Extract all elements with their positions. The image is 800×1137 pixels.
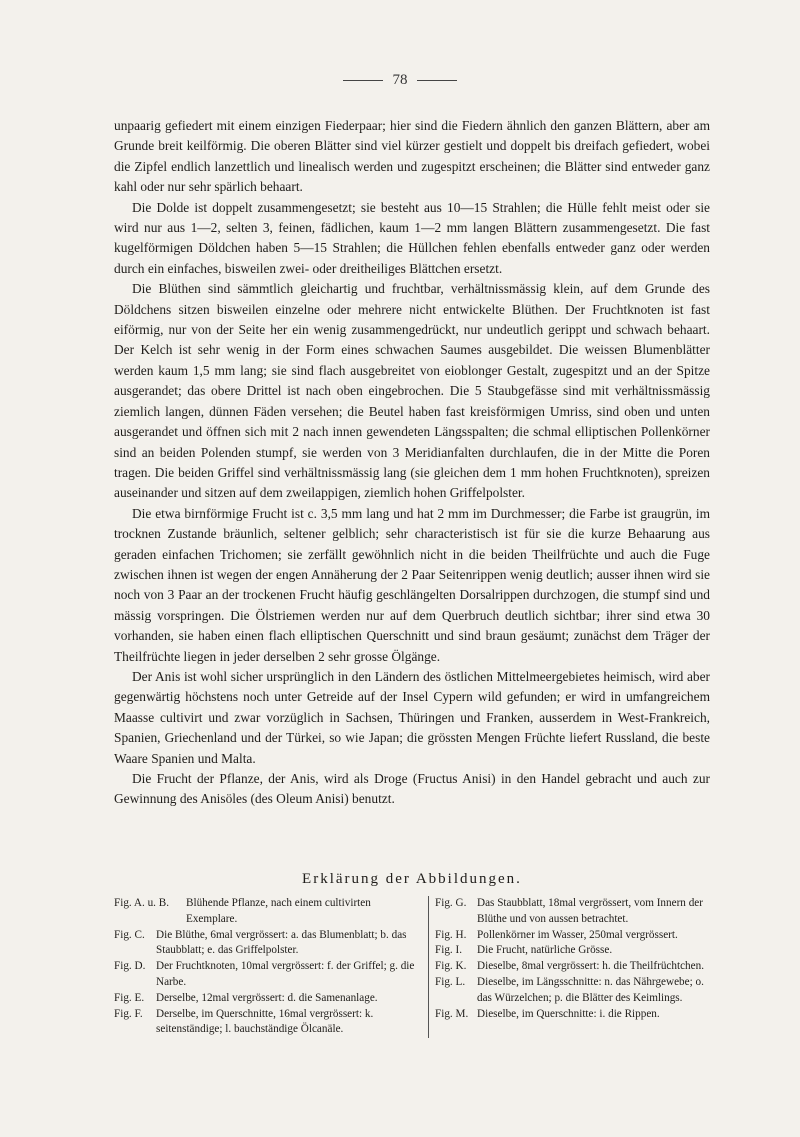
legend-entry xyxy=(435,928,710,944)
legend-entry xyxy=(435,1007,710,1023)
legend-column-left xyxy=(114,896,428,1038)
legend-text: Blühende Pflanze, nach einem cultivirten Exemplare. xyxy=(186,897,371,925)
legend-text: Dieselbe, 8mal vergrössert: h. die Theilfrüchtchen. xyxy=(477,960,704,973)
legend-entry xyxy=(114,959,420,991)
paragraph: Die etwa birnförmige Frucht ist c. 3,5 mm lang und hat 2 mm im Durchmesser; die Farbe ist graugrün, im trocknen Zustande bräunlich, seltener gelblich; sehr characteristisch ist für sie die kurze Behaarung aus geraden einfachen Trichomen; sie zerfällt gewöhnlich nicht in die beiden Theilfrüchte und auch die Fuge zwischen ihnen ist wegen der engen Annäherung der 2 Paar Seitenrippen wenig deutlich; ausser ihnen wird sie noch von 3 Paar an der trockenen Frucht häufig geschlängelten Dorsalrippen durchzogen, die stumpf sind und mässig vorspringen. Die Ölstriemen werden nur auf dem Querbruch deutlich sichtbar; ihrer sind etwa 30 vorhanden, sie haben einen flach elliptischen Querschnitt und sind braun gesäumt; zunächst dem Träger der Theilfrüchte liegen in jeder derselben 2 sehr grosse Ölgänge. xyxy=(114,505,710,664)
figure-legend xyxy=(114,896,710,1038)
legend-entry xyxy=(114,991,420,1007)
page-header xyxy=(0,72,800,89)
paragraph: Die Dolde ist doppelt zusammengesetzt; sie besteht aus 10—15 Strahlen; die Hülle fehlt meist oder sie wird nur aus 1—2, selten 3, feinen, fädlichen, kaum 1—2 mm langen Blättern zusammengesetzt. Die fast kugelförmigen Döldchen haben 5—15 Strahlen; die Hüllchen fehlen ebenfalls entweder ganz oder werden durch ein einfaches, bisweilen zwei- oder dreitheiliges Blättchen ersetzt. xyxy=(114,199,710,276)
header-rule-right xyxy=(417,80,457,81)
legend-text: Pollenkörner im Wasser, 250mal vergrössert. xyxy=(477,928,678,941)
legend-entry xyxy=(435,896,710,928)
legend-label: Fig. I. xyxy=(435,944,463,957)
page-number: 78 xyxy=(392,72,408,88)
legend-label: Fig. M. xyxy=(435,1007,469,1020)
paragraph: Der Anis ist wohl sicher ursprünglich in den Ländern des östlichen Mittelmeergebietes heimisch, wird aber gegenwärtig höchstens noch unter Getreide auf der Insel Cypern wild gefunden; er wird in umfangreichem Maasse cultivirt und zwar vorzüglich in Sachsen, Thüringen und Franken, ausserdem in West-Frankreich, Spanien, Griechenland und der Türkei, so wie Japan; die grössten Mengen Früchte liefert Russland, die beste Waare Spanien und Malta. xyxy=(114,668,710,766)
legend-label: Fig. H. xyxy=(435,928,467,941)
legend-entry xyxy=(435,943,710,959)
paragraph: unpaarig gefiedert mit einem einzigen Fiederpaar; hier sind die Fiedern ähnlich den ganzen Blättern, aber am Grunde breit keilförmig. Die oberen Blätter sind viel kürzer gestielt und doppelt bis dreifach gefiedert, wobei die Zipfel endlich lanzettlich und linealisch werden und zugespitzt erscheinen; die Blätter sind entweder ganz kahl oder nur sehr spärlich behaart. xyxy=(114,118,710,195)
legend-text: Das Staubblatt, 18mal vergrössert, vom Innern der Blüthe und von aussen betrachtet. xyxy=(477,897,703,925)
paragraph: Die Frucht der Pflanze, der Anis, wird als Droge (Fructus Anisi) in den Handel gebracht und auch zur Gewinnung des Anisöles (des Oleum Anisi) benutzt. xyxy=(114,771,710,807)
legend-text: Die Frucht, natürliche Grösse. xyxy=(477,944,613,957)
legend-label: Fig. A. u. B. xyxy=(114,897,170,909)
legend-title: Erklärung der Abbildungen. xyxy=(302,871,522,887)
legend-text: Dieselbe, im Längsschnitte: n. das Nährgewebe; o. das Würzelchen; p. die Blätter des Keimlings. xyxy=(477,975,704,1004)
legend-text: Die Blüthe, 6mal vergrössert: a. das Blumenblatt; b. das Staubblatt; e. das Griffelpolster. xyxy=(156,928,407,957)
legend-label: Fig. G. xyxy=(435,897,467,909)
paragraph: Die Blüthen sind sämmtlich gleichartig und fruchtbar, verhältnissmässig klein, auf dem Grunde des Döldchens sitzen bisweilen einzelne oder mehrere nicht entwickelte Blüthen. Der Fruchtknoten ist fast eiförmig, nur von der Seite her ein wenig zusammengedrückt, nur undeutlich gerippt und schwach behaart. Der Kelch ist sehr wenig in der Form eines schwachen Saumes ausgebildet. Die weissen Blumenblätter werden kaum 1,5 mm lang; sie sind flach ausgebreitet von eioblonger Gestalt, zugespitzt und an der Spitze ausgerandet; das obere Drittel ist nach oben eingebrochen. Die 5 Staubgefässe sind mit verhältnissmässig ziemlich langen, dünnen Fäden versehen; die Beutel haben fast kreisförmigen Umriss, sind oben und unten ausgerandet und öffnen sich mit 2 nach innen gewendeten Längsspalten; die schmal elliptischen Pollenkörner sind an beiden Polenden stumpf, sie werden von 3 Meridianfalten durchlaufen, die in der Mitte die Poren tragen. Die beiden Griffel sind verhältnissmässig lang (sie gleichen dem 1 mm hohen Fruchtknoten), spreizen auseinander und sitzen auf dem zweilappigen, ziemlich hohen Griffelpolster. xyxy=(114,281,710,501)
legend-label: Fig. L. xyxy=(435,975,466,988)
legend-column-right xyxy=(428,896,710,1038)
legend-label: Fig. C. xyxy=(114,928,145,941)
header-rule-left xyxy=(343,80,383,81)
legend-label: Fig. D. xyxy=(114,960,146,973)
legend-label: Fig. K. xyxy=(435,960,467,973)
legend-label: Fig. F. xyxy=(114,1007,143,1020)
legend-entry xyxy=(114,896,420,928)
legend-label: Fig. E. xyxy=(114,991,145,1004)
legend-entry xyxy=(435,959,710,975)
legend-entry xyxy=(435,975,710,1007)
legend-text: Derselbe, 12mal vergrössert: d. die Samenanlage. xyxy=(156,991,378,1004)
legend-text: Derselbe, im Querschnitte, 16mal vergrössert: k. seitenständige; l. bauchständige Ölcanäle. xyxy=(156,1007,374,1036)
legend-text: Dieselbe, im Querschnitte: i. die Rippen. xyxy=(477,1007,660,1020)
legend-entry xyxy=(114,928,420,960)
legend-entry xyxy=(114,1007,420,1039)
main-text xyxy=(114,116,710,810)
legend-text: Der Fruchtknoten, 10mal vergrössert: f. der Griffel; g. die Narbe. xyxy=(156,960,415,988)
